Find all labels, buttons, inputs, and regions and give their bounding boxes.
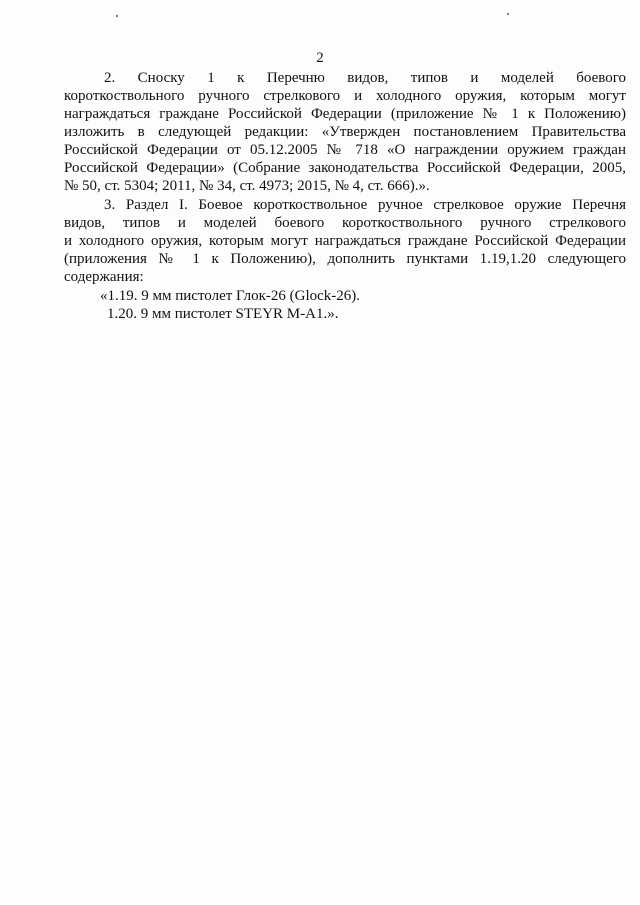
paragraph-2-line-7: № 50, ст. 5304; 2011, № 34, ст. 4973; 2015, № 4, ст. 666).». xyxy=(64,178,430,194)
paragraph-3-line-4: (приложения № 1 к Положению), дополнить пунктами 1.19,1.20 следующего xyxy=(64,251,626,267)
paragraph-3-line-3: и холодного оружия, которым могут награждаться граждане Российской Федерации xyxy=(64,233,626,249)
paragraph-2-line-4: изложить в следующей редакции: «Утвержден постановлением Правительства xyxy=(64,124,626,140)
scan-speck xyxy=(507,13,509,15)
page-number: 2 xyxy=(316,50,324,66)
paragraph-3-line-5: содержания: xyxy=(64,269,144,285)
paragraph-2-line-5: Российской Федерации от 05.12.2005 № 718 «О награждении оружием граждан xyxy=(64,142,626,158)
list-item-1-20: 1.20. 9 мм пистолет STEYR M-A1.». xyxy=(107,306,339,322)
paragraph-3-line-2: видов, типов и моделей боевого короткоствольного ручного стрелкового xyxy=(64,215,626,231)
paragraph-2-line-2: короткоствольного ручного стрелкового и холодного оружия, которым могут xyxy=(64,88,626,104)
paragraph-2-line-6: Российской Федерации» (Собрание законодательства Российской Федерации, 2005, xyxy=(64,160,626,176)
list-item-1-19: «1.19. 9 мм пистолет Глок-26 (Glock-26). xyxy=(100,288,361,304)
scan-speck xyxy=(116,15,118,17)
paragraph-3-line-1: 3. Раздел I. Боевое короткоствольное ручное стрелковое оружие Перечня xyxy=(104,197,626,213)
paragraph-2-line-1: 2. Сноску 1 к Перечню видов, типов и моделей боевого xyxy=(104,70,626,86)
paragraph-2-line-3: награждаться граждане Российской Федерации (приложение № 1 к Положению) xyxy=(64,106,626,122)
